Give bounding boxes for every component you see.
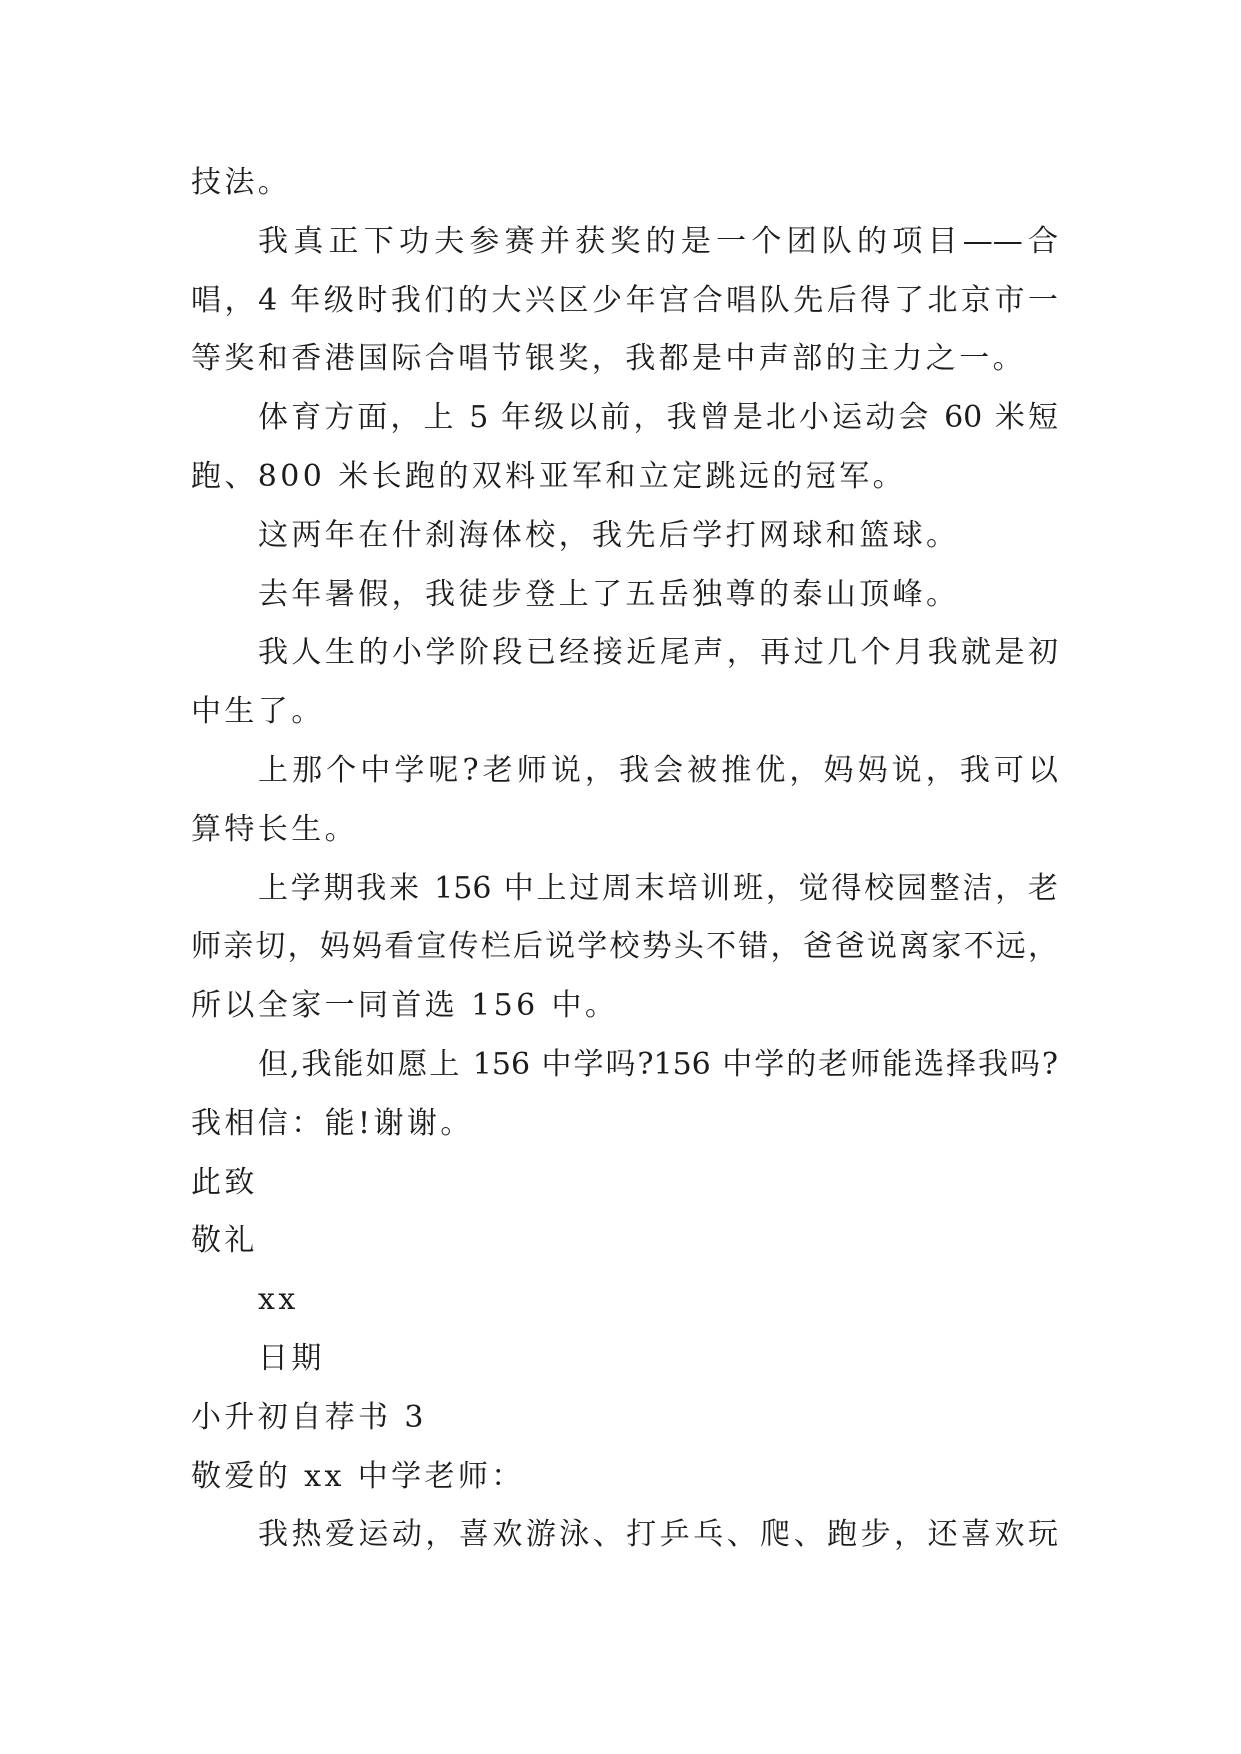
text-line: 中生了。 <box>191 694 325 730</box>
text-line: 我相信：能!谢谢。 <box>191 1105 474 1141</box>
text-line: 我热爱运动，喜欢游泳、打乒乓、爬、跑步，还喜欢玩 <box>258 1517 1058 1553</box>
paragraph <box>191 389 1058 507</box>
paragraph <box>191 154 1058 213</box>
paragraph <box>191 1036 1058 1154</box>
text-line: 这两年在什刹海体校，我先后学打网球和篮球。 <box>258 517 960 553</box>
closing-line: 此致 <box>191 1164 258 1200</box>
paragraph <box>191 507 1058 566</box>
paragraph <box>191 566 1058 625</box>
paragraph <box>191 742 1058 860</box>
letter-salutation: 敬爱的 xx 中学老师： <box>191 1458 525 1494</box>
text-line: 技法。 <box>191 165 292 200</box>
text-line: 上那个中学呢?老师说，我会被推优，妈妈说，我可以 <box>258 752 1058 788</box>
text-line: 所以全家一同首选 156 中。 <box>191 988 619 1024</box>
next-letter <box>191 1389 1058 1565</box>
text-line: 体育方面，上 5 年级以前，我曾是北小运动会 60 米短 <box>258 400 1058 436</box>
paragraph <box>191 213 1058 389</box>
closing-respect: 敬礼 <box>191 1223 258 1259</box>
letter-body <box>191 154 1058 1565</box>
text-line: 师亲切，妈妈看宣传栏后说学校势头不错，爸爸说离家不远， <box>191 929 1058 965</box>
text-line: 上学期我来 156 中上过周末培训班，觉得校园整洁，老 <box>258 870 1058 906</box>
signature-block <box>191 1271 1058 1389</box>
text-line: 但,我能如愿上 156 中学吗?156 中学的老师能选择我吗? <box>258 1046 1058 1082</box>
text-line: 去年暑假，我徒步登上了五岳独尊的泰山顶峰。 <box>258 576 960 612</box>
paragraph <box>191 860 1058 1036</box>
text-line: 算特长生。 <box>191 811 358 847</box>
text-line: 我人生的小学阶段已经接近尾声，再过几个月我就是初 <box>258 635 1058 671</box>
paragraph <box>191 624 1058 742</box>
closing <box>191 1154 1058 1272</box>
text-line: 唱，4 年级时我们的大兴区少年宫合唱队先后得了北京市一 <box>191 282 1058 318</box>
signature-name: xx <box>258 1282 299 1318</box>
text-line: 跑、800 米长跑的双料亚军和立定跳远的冠军。 <box>191 458 906 494</box>
letter-title: 小升初自荐书 3 <box>191 1399 427 1435</box>
text-line: 我真正下功夫参赛并获奖的是一个团队的项目——合 <box>258 223 1058 259</box>
text-line: 等奖和香港国际合唱节银奖，我都是中声部的主力之一。 <box>191 341 1026 377</box>
signature-date: 日期 <box>258 1340 325 1376</box>
